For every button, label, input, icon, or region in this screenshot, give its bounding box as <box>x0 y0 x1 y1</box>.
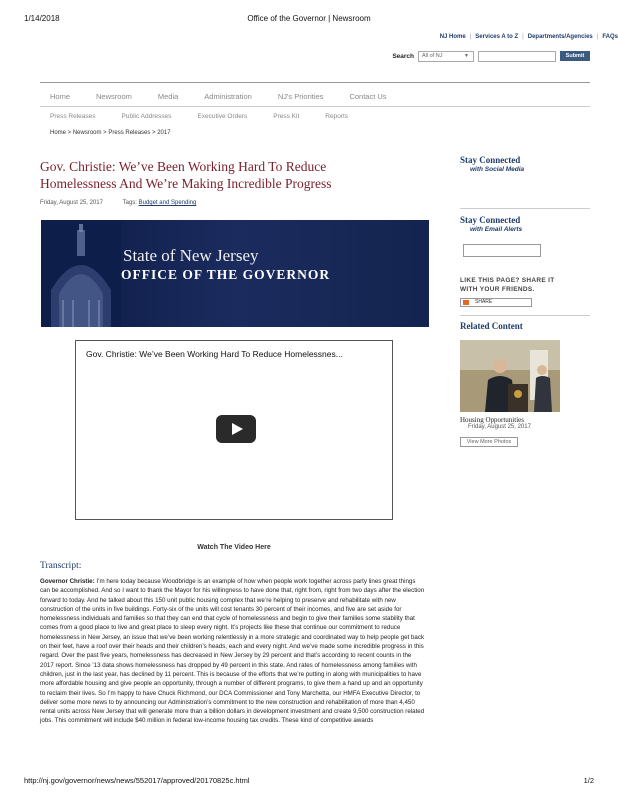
photo-icon <box>460 340 560 412</box>
video-player[interactable] <box>75 340 393 520</box>
nav-home[interactable]: Home <box>50 91 71 101</box>
subnav-press-kit[interactable]: Press Kit <box>273 113 300 120</box>
link-nj-home[interactable]: NJ Home <box>439 34 466 40</box>
subnav-press-releases[interactable]: Press Releases <box>50 113 96 120</box>
chevron-down-icon: ▼ <box>464 52 469 59</box>
transcript-body <box>40 577 425 726</box>
share-button[interactable]: SHARE <box>460 298 532 307</box>
subnav-executive-orders[interactable]: Executive Orders <box>197 113 248 120</box>
view-more-photos-button[interactable]: View More Photos <box>460 437 518 447</box>
search-bar <box>392 50 590 62</box>
related-item-title[interactable]: Housing Opportunities <box>460 416 524 424</box>
main-nav <box>40 87 590 105</box>
tags-label: Tags: <box>122 200 137 206</box>
stay-connected-email-sub: with Email Alerts <box>470 226 523 233</box>
print-header <box>24 14 594 26</box>
stay-connected-social-heading: Stay Connected <box>460 155 521 165</box>
subnav-public-addresses[interactable]: Public Addresses <box>121 113 172 120</box>
nav-administration[interactable]: Administration <box>204 91 252 101</box>
banner-line-2: OFFICE OF THE GOVERNOR <box>121 267 331 282</box>
top-links: NJ Home | Services A to Z | Departments/Agencies | FAQs <box>439 34 618 40</box>
sub-nav <box>50 113 348 120</box>
link-departments[interactable]: Departments/Agencies <box>527 34 593 40</box>
play-icon[interactable] <box>216 415 256 443</box>
link-services[interactable]: Services A to Z <box>475 34 519 40</box>
nav-newsroom[interactable]: Newsroom <box>96 91 132 101</box>
email-field[interactable] <box>463 244 541 257</box>
share-prompt: LIKE THIS PAGE? SHARE IT WITH YOUR FRIENDS. <box>460 277 555 293</box>
search-scope-select[interactable]: All of NJ ▼ <box>418 51 474 62</box>
video-caption: Watch The Video Here <box>197 544 271 551</box>
print-url: http://nj.gov/governor/news/news/552017/approved/20170825c.html <box>24 776 250 785</box>
share-icon <box>463 300 469 305</box>
related-content-heading: Related Content <box>460 321 523 331</box>
nav-contact[interactable]: Contact Us <box>349 91 387 101</box>
banner-line-1: State of New Jersey <box>123 246 259 265</box>
subnav-reports[interactable]: Reports <box>325 113 349 120</box>
tag-link[interactable]: Budget and Spending <box>138 200 197 206</box>
link-faqs[interactable]: FAQs <box>602 34 618 40</box>
governor-banner <box>41 220 429 327</box>
page-title: Gov. Christie: We’ve Been Working Hard To Reduce Homelessness And We’re Making Incredible Progress <box>40 159 332 191</box>
print-date: 1/14/2018 <box>24 14 60 23</box>
search-label: Search <box>392 52 414 60</box>
nav-priorities[interactable]: NJ's Priorities <box>277 91 324 101</box>
video-title[interactable]: Gov. Christie: We’ve Been Working Hard To Reduce Homelessnes... <box>86 349 343 359</box>
divider <box>460 315 590 316</box>
print-footer <box>24 776 594 785</box>
stay-connected-email-heading: Stay Connected <box>460 215 521 225</box>
divider <box>40 106 590 107</box>
speaker-name: Governor Christie: <box>40 578 95 585</box>
transcript-text: I’m here today because Woodbridge is an example of how when people work together across party lines great things can be accomplished. And so I want to thank the Mayor for his willingness to have done that, right from, right from two days after the election forward to today. And he talked about this 150 unit public housing complex that we’re helping to preserve and rehabilitate with new construction of the units in five buildings. Forty-six of the units will cost tenants 30 percent of their incomes, and five are set aside for homelessness individuals and families so that they can end that cycle of homelessness and begin to give their families some stability that comes from a good place to live and great place to sleep every night. It’s projects like these that continue our commitment to reduce homelessness in New Jersey, an issue that we’ve been working relentlessly in a more strategic and coordinated way to help people get back on their feet, have a roof over their heads and their children’s heads, each and every night. And we’ve made some incredible progress in this regard. Over the past five years, homelessness has decreased in New Jersey by 29 percent and that’s according to recent counts in the 2017 report. Since ’13 data shows homelessness has dropped by 49 percent in this state. And rates of homelessness among families with children, just in the last year, has declined by 11 percent. This is because of the efforts that we’re putting in along with municipalities to have more affordable housing and give people an opportunity, through a number of different programs, to give them a hand up and an opportunity to reclaim their lives. So I’m happy to have Chuck Richmond, our DCA Commissioner and Tony Marchetta, our HMFA Executive Director, to deliver some more news to by announcing our Administration’s commitment to the new construction and rehabilitation of more than 4,450 rental units across New Jersey that will generate more than a billion dollars in development investment and create 9,500 construction related jobs. This commitment will include $40 million in federal low-income housing tax credits. These kind of competitive awards <box>40 578 425 725</box>
print-title: Office of the Governor | Newsroom <box>247 14 371 23</box>
related-item-date: Friday, August 25, 2017 <box>468 424 531 430</box>
divider <box>460 208 590 209</box>
nav-media[interactable]: Media <box>157 91 179 101</box>
page-number: 1/2 <box>583 776 594 785</box>
stay-connected-social-sub: with Social Media <box>470 166 525 173</box>
transcript-heading: Transcript: <box>40 561 82 571</box>
breadcrumb[interactable]: Home > Newsroom > Press Releases > 2017 <box>50 130 171 136</box>
divider <box>40 82 590 83</box>
search-submit-button[interactable]: Submit <box>560 51 590 61</box>
search-input[interactable] <box>478 51 556 62</box>
article-date: Friday, August 25, 2017 <box>40 200 103 206</box>
related-photo[interactable] <box>460 340 560 412</box>
article-meta <box>40 200 196 206</box>
capitol-dome-icon <box>41 220 121 327</box>
